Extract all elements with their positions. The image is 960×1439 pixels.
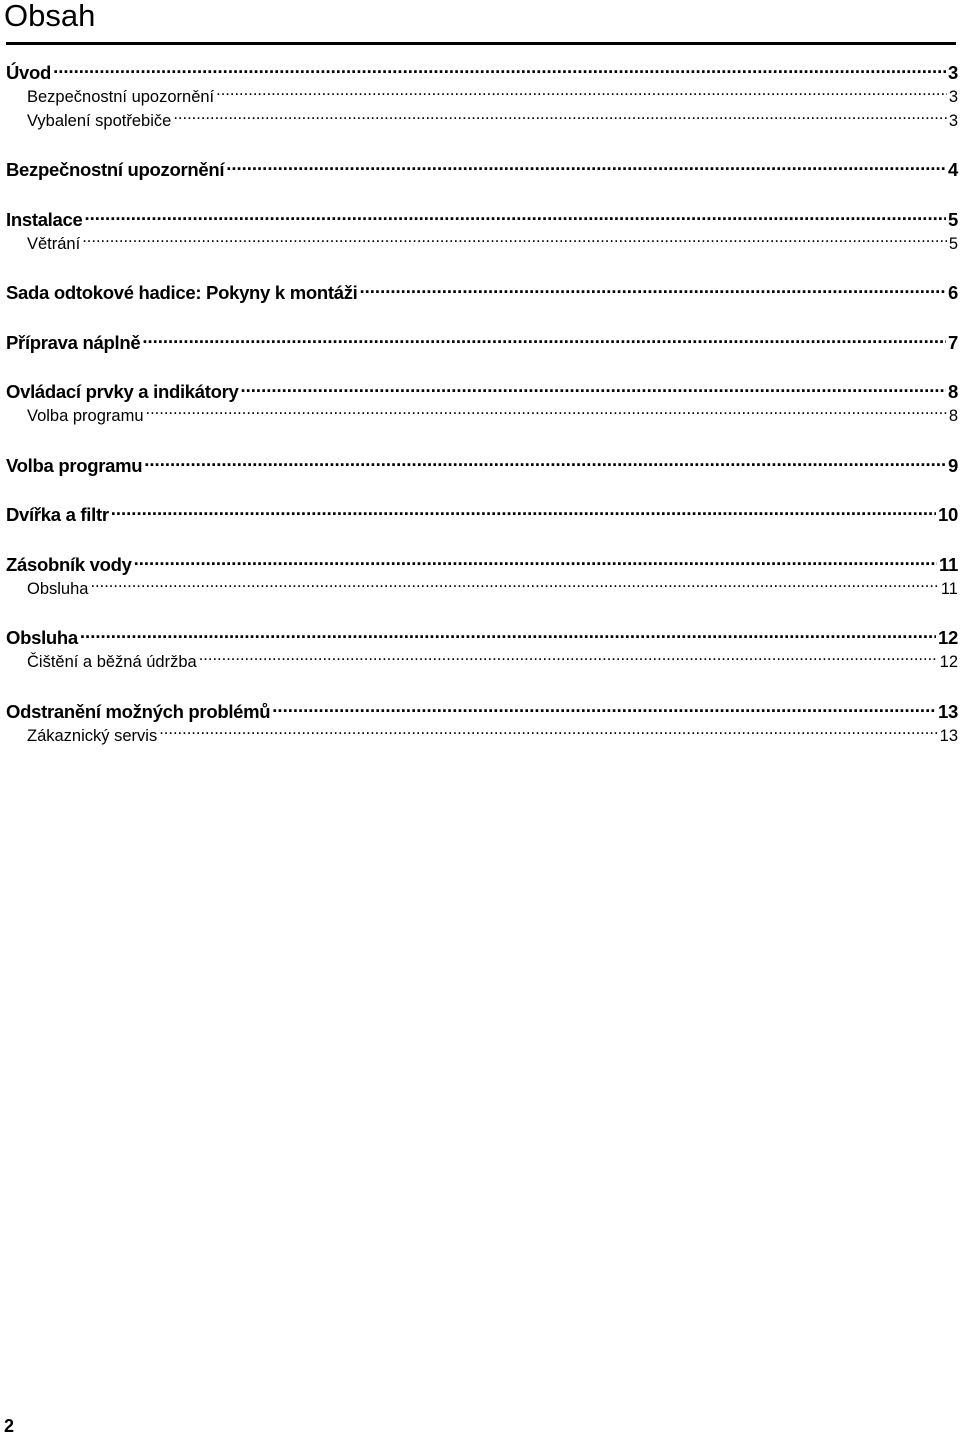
toc-entry-page: 12 [938,627,958,648]
toc-section-zasobnik [6,552,958,601]
toc-subentry-page: 3 [948,111,958,130]
toc-subentry-label: Obsluha [27,579,89,598]
toc-entry-label: Úvod [6,61,52,83]
toc-subentry[interactable] [6,650,958,674]
dot-leader [53,60,946,79]
toc-entry-label: Sada odtokové hadice: Pokyny k montáži [6,282,358,303]
toc-entry-label: Volba programu [6,454,143,476]
toc-entry-page: 9 [948,454,958,476]
toc-section-sada [6,281,958,306]
toc-section-odstraneni [6,699,958,748]
toc-subentry[interactable] [6,232,958,256]
toc-subentry-page: 8 [948,407,958,425]
toc-entry[interactable] [6,330,958,355]
toc-entry-label: Instalace [6,208,83,230]
dot-leader [241,380,946,399]
dot-leader [82,232,947,249]
toc-entry-page: 13 [938,700,958,722]
toc-subentry-label: Volba programu [27,407,144,425]
dot-leader [134,552,937,571]
toc-entry-page: 4 [948,159,958,180]
toc-section-uvod [6,60,958,133]
toc-entry-page: 3 [948,61,958,83]
toc-entry[interactable] [6,281,958,306]
toc-section-bezpecnostni [6,158,958,183]
toc-subentry[interactable] [6,577,958,601]
toc-entry-page: 5 [948,208,958,230]
dot-leader [146,405,947,422]
dot-leader [226,158,946,177]
toc-subentry[interactable] [6,109,958,133]
toc-section-dvirka [6,503,958,528]
toc-section-obsluha [6,626,958,675]
toc-entry-page: 11 [939,553,958,575]
toc-entry-label: Obsluha [6,627,78,648]
toc-entry[interactable] [6,380,958,405]
toc-entry-label: Bezpečnostní upozornění [6,159,225,180]
dot-leader [142,330,946,349]
toc-entry[interactable] [6,699,958,724]
dot-leader [360,281,946,300]
toc-entry-page: 8 [948,381,958,402]
toc-entry[interactable] [6,453,958,478]
toc-entry[interactable] [6,60,958,85]
toc-subentry-page: 5 [948,234,958,253]
toc-entry-label: Dvířka a filtr [6,504,109,525]
toc-subentry-label: Zákaznický servis [27,726,158,745]
toc-entry[interactable] [6,207,958,232]
title-divider [6,42,956,45]
dot-leader [159,724,937,741]
dot-leader [111,503,936,522]
toc-subentry-page: 3 [948,87,958,106]
toc-subentry-page: 13 [939,726,958,745]
toc-section-instalace [6,207,958,256]
toc-entry[interactable] [6,552,958,577]
dot-leader [173,109,947,126]
toc-subentry[interactable] [6,404,958,428]
toc-entry-page: 7 [948,331,958,353]
dot-leader [216,85,947,102]
toc-subentry-page: 11 [940,579,958,598]
toc-section-ovladaci [6,380,958,429]
page-title: Obsah [4,0,96,33]
toc-entry-label: Odstranění možných problémů [6,700,271,722]
dot-leader [90,577,938,594]
toc-subentry-label: Čištění a běžná údržba [27,653,197,671]
toc-entry-label: Příprava náplně [6,331,141,353]
dot-leader [272,699,936,718]
toc-entry[interactable] [6,626,958,651]
toc-entry-page: 6 [948,282,958,303]
page-number: 2 [4,1416,15,1436]
toc-entry-page: 10 [938,504,958,525]
toc-entry[interactable] [6,158,958,183]
table-of-contents [6,60,958,773]
toc-subentry-label: Vybalení spotřebiče [27,111,172,130]
toc-subentry-label: Větrání [27,234,81,253]
toc-subentry[interactable] [6,724,958,748]
dot-leader [144,453,946,472]
dot-leader [199,651,938,668]
toc-subentry-page: 12 [939,653,958,671]
toc-section-priprava [6,330,958,355]
toc-subentry[interactable] [6,85,958,109]
dot-leader [85,207,947,226]
toc-section-volba [6,453,958,478]
toc-subentry-label: Bezpečnostní upozornění [27,87,215,106]
toc-entry-label: Ovládací prvky a indikátory [6,381,239,402]
toc-entry[interactable] [6,503,958,528]
toc-entry-label: Zásobník vody [6,553,132,575]
dot-leader [80,626,936,645]
